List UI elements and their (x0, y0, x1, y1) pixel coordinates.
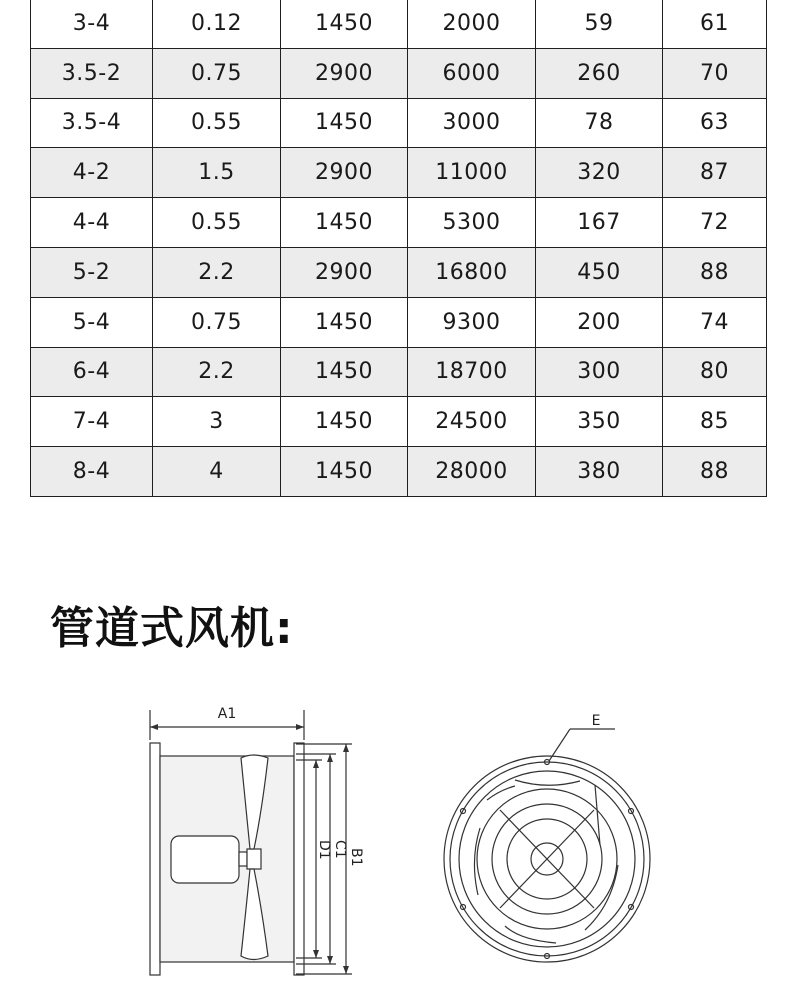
table-cell: 2.2 (153, 347, 281, 397)
label-e: E (591, 713, 601, 729)
table-cell: 4 (153, 447, 281, 497)
table-cell: 80 (663, 347, 767, 397)
table-cell: 28000 (408, 447, 536, 497)
table-cell: 0.75 (153, 297, 281, 347)
table-cell: 5-2 (31, 247, 153, 297)
label-b1: B1 (348, 848, 364, 867)
table-cell: 18700 (408, 347, 536, 397)
table-cell: 3.5-2 (31, 48, 153, 98)
label-a1: A1 (217, 706, 237, 722)
table-row (31, 297, 767, 347)
spec-table-body (31, 0, 767, 496)
front-view (444, 729, 650, 962)
table-cell: 16800 (408, 247, 536, 297)
table-cell: 5300 (408, 198, 536, 248)
table-row (31, 247, 767, 297)
table-cell: 2900 (281, 48, 408, 98)
table-cell: 59 (536, 0, 663, 48)
table-cell: 0.55 (153, 98, 281, 148)
table-cell: 2000 (408, 0, 536, 48)
table-cell: 3000 (408, 98, 536, 148)
table-row (31, 347, 767, 397)
table-cell: 70 (663, 48, 767, 98)
table-cell: 2.2 (153, 247, 281, 297)
table-cell: 85 (663, 397, 767, 447)
table-cell: 11000 (408, 148, 536, 198)
spec-table (30, 0, 767, 497)
motor (171, 836, 239, 883)
section-title: 管道式风机: (50, 603, 294, 654)
table-cell: 4-2 (31, 148, 153, 198)
table-cell: 0.75 (153, 48, 281, 98)
table-cell: 1.5 (153, 148, 281, 198)
table-cell: 3.5-4 (31, 98, 153, 148)
fan-diagram (0, 690, 790, 1000)
table-cell: 63 (663, 98, 767, 148)
table-cell: 88 (663, 247, 767, 297)
table-cell: 1450 (281, 0, 408, 48)
table-row (31, 98, 767, 148)
table-cell: 9300 (408, 297, 536, 347)
table-cell: 2900 (281, 148, 408, 198)
table-cell: 6-4 (31, 347, 153, 397)
table-cell: 200 (536, 297, 663, 347)
label-c1: C1 (332, 840, 348, 859)
table-cell: 6000 (408, 48, 536, 98)
table-cell: 61 (663, 0, 767, 48)
table-cell: 24500 (408, 397, 536, 447)
table-row (31, 198, 767, 248)
table-cell: 88 (663, 447, 767, 497)
table-row (31, 0, 767, 48)
table-cell: 8-4 (31, 447, 153, 497)
table-cell: 1450 (281, 98, 408, 148)
fan-hub (247, 849, 261, 869)
table-cell: 78 (536, 98, 663, 148)
table-cell: 5-4 (31, 297, 153, 347)
table-cell: 87 (663, 148, 767, 198)
table-cell: 1450 (281, 397, 408, 447)
table-cell: 3-4 (31, 0, 153, 48)
table-cell: 320 (536, 148, 663, 198)
table-cell: 0.12 (153, 0, 281, 48)
table-row (31, 397, 767, 447)
table-cell: 72 (663, 198, 767, 248)
table-cell: 350 (536, 397, 663, 447)
table-row (31, 148, 767, 198)
table-cell: 4-4 (31, 198, 153, 248)
table-cell: 0.55 (153, 198, 281, 248)
table-cell: 74 (663, 297, 767, 347)
table-cell: 450 (536, 247, 663, 297)
right-flange (294, 743, 304, 975)
table-cell: 3 (153, 397, 281, 447)
table-cell: 260 (536, 48, 663, 98)
table-cell: 7-4 (31, 397, 153, 447)
table-row (31, 48, 767, 98)
left-flange (150, 743, 160, 975)
table-row (31, 447, 767, 497)
table-cell: 1450 (281, 347, 408, 397)
table-cell: 1450 (281, 447, 408, 497)
table-cell: 1450 (281, 198, 408, 248)
label-d1: D1 (316, 840, 332, 860)
table-cell: 167 (536, 198, 663, 248)
table-cell: 380 (536, 447, 663, 497)
table-cell: 2900 (281, 247, 408, 297)
table-cell: 1450 (281, 297, 408, 347)
table-cell: 300 (536, 347, 663, 397)
